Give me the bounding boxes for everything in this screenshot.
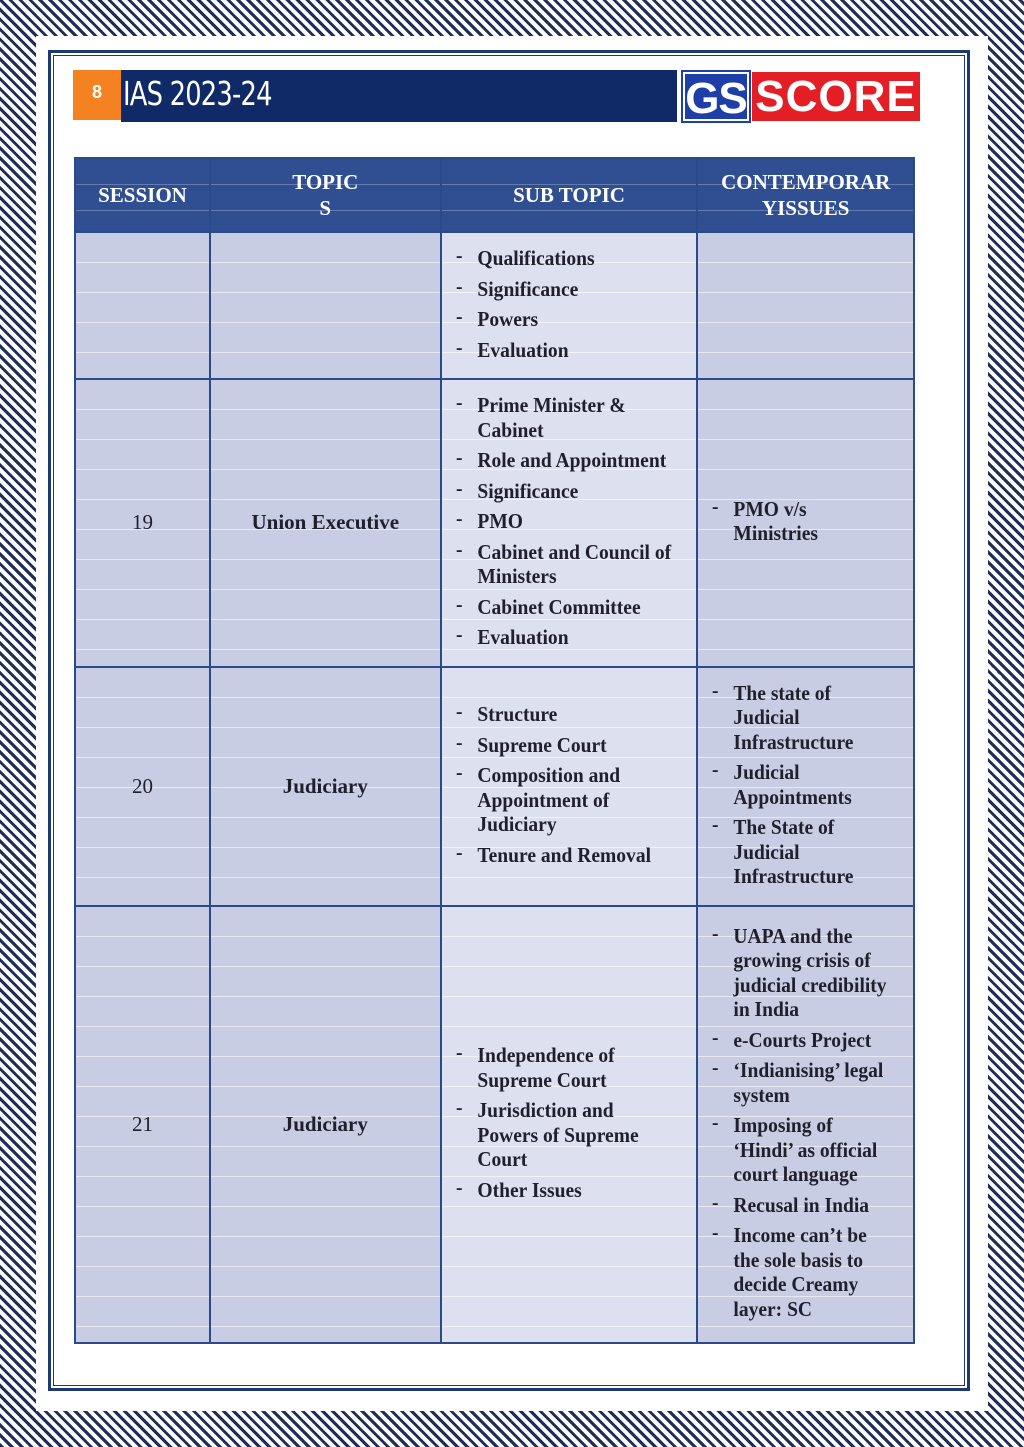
subtopic-item: - Powers (456, 307, 673, 332)
issue-item: - Imposing of ‘Hindi’ as official court language (712, 1113, 891, 1187)
issues-list (698, 484, 913, 562)
header-topic: TOPIC S (210, 158, 441, 232)
issue-item: - PMO v/s Ministries (712, 497, 891, 546)
subtopic-item: - Cabinet Committee (456, 595, 673, 620)
subtopic-item: - Prime Minister & Cabinet (456, 393, 673, 442)
subtopic-list (442, 233, 697, 378)
subtopic-item: - Evaluation (456, 338, 673, 363)
subtopic-item: - Significance (456, 277, 673, 302)
page-number: 8 (73, 70, 121, 120)
session-cell (75, 906, 210, 1343)
subtopic-list (442, 689, 697, 883)
subtopic-item: - Significance (456, 479, 673, 504)
header-subtopic: SUB TOPIC (441, 158, 698, 232)
subtopic-item: - Cabinet and Council of Ministers (456, 540, 673, 589)
topic-cell (210, 232, 441, 379)
title-bar (121, 70, 677, 122)
issues-list (698, 911, 913, 1338)
table-row (75, 232, 914, 379)
issue-item: - ‘Indianising’ legal system (712, 1058, 891, 1107)
issue-item: - UAPA and the growing crisis of judicial credibility in India (712, 924, 891, 1022)
issues-cell (697, 379, 914, 667)
subtopic-item: - PMO (456, 509, 673, 534)
subtopic-cell (441, 232, 698, 379)
issues-cell (697, 667, 914, 906)
topic-name: Union Executive (251, 510, 400, 535)
subtopic-cell (441, 667, 698, 906)
page-title: IAS 2023-24 (123, 74, 272, 113)
issues-cell (697, 906, 914, 1343)
page-header (73, 70, 919, 122)
topic-cell (210, 906, 441, 1343)
issue-item: - e-Courts Project (712, 1028, 891, 1053)
table-row (75, 379, 914, 667)
subtopic-item: - Evaluation (456, 625, 673, 650)
session-number: 21 (131, 1111, 153, 1136)
issue-item: - Recusal in India (712, 1193, 891, 1218)
issues-cell (697, 232, 914, 379)
subtopic-item: - Tenure and Removal (456, 843, 673, 868)
subtopic-cell (441, 906, 698, 1343)
session-cell (75, 232, 210, 379)
table-row (75, 667, 914, 906)
subtopic-item: - Qualifications (456, 246, 673, 271)
subtopic-item: - Independence of Supreme Court (456, 1043, 673, 1092)
topic-name: Judiciary (282, 773, 368, 798)
subtopic-list (442, 380, 697, 666)
subtopic-item: - Other Issues (456, 1178, 673, 1203)
table-header-row (75, 158, 914, 232)
header-session: SESSION (75, 158, 210, 232)
session-cell (75, 379, 210, 667)
subtopic-item: - Jurisdiction and Powers of Supreme Court (456, 1098, 673, 1172)
issue-item: - Income can’t be the sole basis to decide Creamy layer: SC (712, 1223, 891, 1321)
subtopic-cell (441, 379, 698, 667)
issues-list (698, 668, 913, 905)
issues-list (698, 296, 913, 316)
header-contemporary-issues: CONTEMPORAR YISSUES (697, 158, 914, 232)
subtopic-item: - Composition and Appointment of Judiciary (456, 763, 673, 837)
logo-score: SCORE (752, 72, 920, 121)
gs-score-logo (683, 72, 920, 121)
syllabus-table (74, 157, 915, 1344)
session-cell (75, 667, 210, 906)
subtopic-item: - Role and Appointment (456, 448, 673, 473)
subtopic-item: - Supreme Court (456, 733, 673, 758)
subtopic-item: - Structure (456, 702, 673, 727)
issue-item: - The state of Judicial Infrastructure (712, 681, 891, 755)
page (36, 36, 988, 1411)
subtopic-list (442, 1030, 697, 1218)
issue-item: - Judicial Appointments (712, 760, 891, 809)
topic-cell (210, 667, 441, 906)
issue-item: - The State of Judicial Infrastructure (712, 815, 891, 889)
topic-cell (210, 379, 441, 667)
logo-gs: GS (683, 72, 749, 121)
table-row (75, 906, 914, 1343)
topic-name: Judiciary (282, 1111, 368, 1136)
session-number: 19 (131, 510, 153, 535)
session-number: 20 (131, 773, 153, 798)
